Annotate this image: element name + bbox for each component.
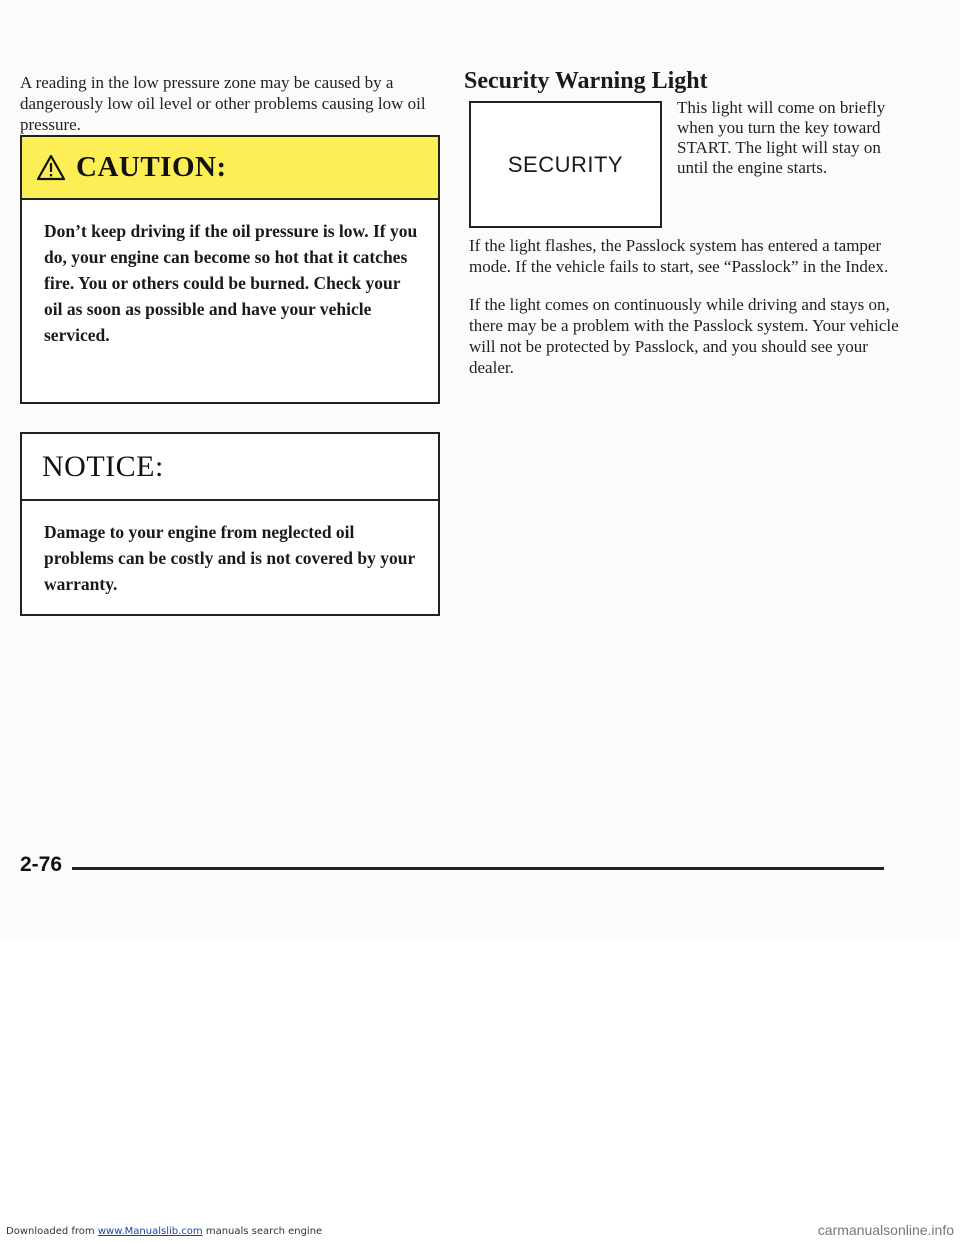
- footer-prefix: Downloaded from: [6, 1226, 95, 1237]
- caution-title: CAUTION:: [76, 151, 227, 183]
- flash-paragraph: If the light flashes, the Passlock system has entered a tamper mode. If the vehicle fails to start, see “Passlock” in the Index.: [469, 236, 889, 276]
- continuous-paragraph: If the light comes on continuously while driving and stays on, there may be a problem with the Passlock system. Your vehicle will not be protected by Passlock, and you should see your dealer.: [469, 295, 899, 377]
- section-title: Security Warning Light: [464, 68, 708, 94]
- notice-title: NOTICE:: [42, 449, 164, 483]
- manualslib-link[interactable]: www.Manualslib.com: [97, 1226, 203, 1237]
- notice-header: [22, 434, 438, 501]
- security-indicator-icon: [469, 101, 662, 228]
- notice-box: [20, 432, 440, 616]
- warning-triangle-icon: [36, 154, 66, 181]
- notice-text: Damage to your engine from neglected oil problems can be costly and is not covered by your warranty.: [44, 522, 415, 594]
- page-divider: [72, 867, 884, 870]
- footer-suffix: manuals search engine: [205, 1226, 323, 1237]
- security-description: This light will come on briefly when you turn the key toward START. The light will stay on until the engine starts.: [677, 98, 886, 177]
- download-footer: [6, 1226, 322, 1237]
- security-indicator-label: SECURITY: [507, 151, 624, 177]
- caution-box: [20, 135, 440, 404]
- page-number: 2-76: [20, 853, 63, 876]
- caution-text: Don’t keep driving if the oil pressure is low. If you do, your engine can become so hot that it catches fire. You or others could be burned. Check your oil as soon as possible and have your vehicle serviced.: [44, 221, 418, 345]
- watermark: carmanualsonline.info: [817, 1222, 954, 1238]
- caution-header: [22, 137, 438, 200]
- intro-paragraph: A reading in the low pressure zone may be caused by a dangerously low oil level or other problems causing low oil pressure.: [20, 73, 426, 134]
